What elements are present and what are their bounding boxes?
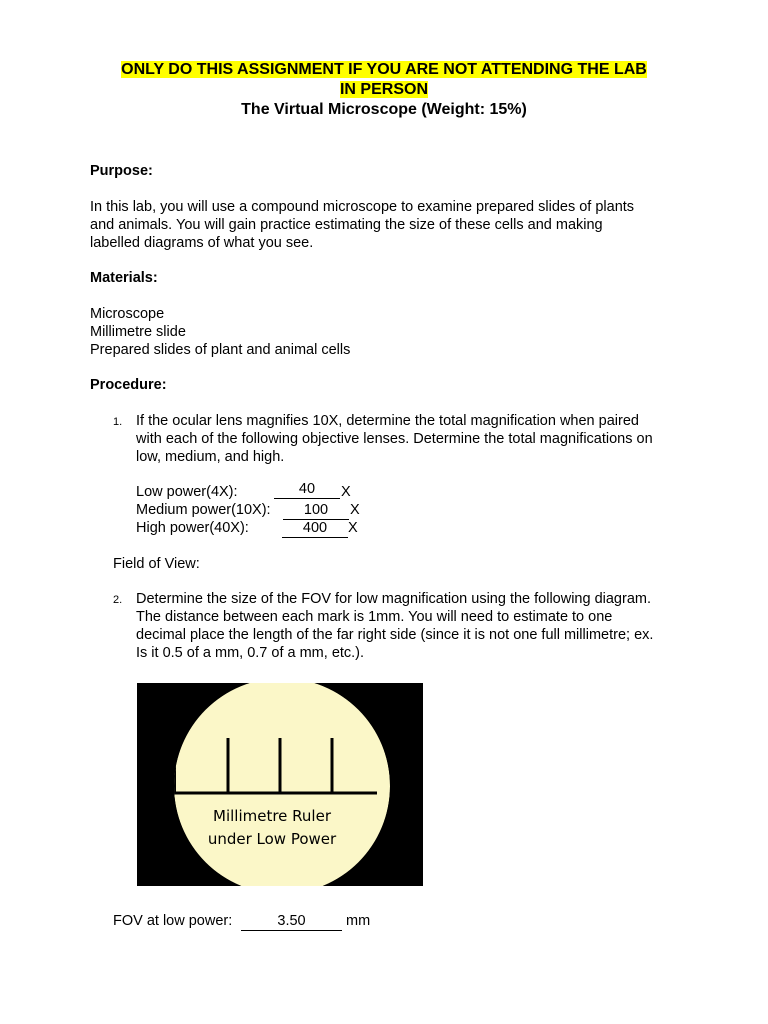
low-power-answer: 40 xyxy=(274,481,340,499)
fov-answer-value: 3.50 xyxy=(241,913,342,931)
purpose-line-2: and animals. You will gain practice estimating the size of these cells and making xyxy=(90,217,603,233)
step-1-line-2: with each of the following objective lenses. Determine the total magnifications on xyxy=(136,431,653,447)
step-2-line-3: decimal place the length of the far right side (since it is not one full millimetre; ex. xyxy=(136,627,654,643)
step-1-number: 1. xyxy=(113,416,123,428)
high-power-unit: X xyxy=(348,520,358,536)
fov-answer-label: FOV at low power: xyxy=(113,913,233,929)
figure-caption-2: under Low Power xyxy=(207,830,337,848)
purpose-line-1: In this lab, you will use a compound microscope to examine prepared slides of plants xyxy=(90,199,635,215)
purpose-line-3: labelled diagrams of what you see. xyxy=(90,235,314,251)
step-2-line-2: The distance between each mark is 1mm. You will need to estimate to one xyxy=(136,609,613,625)
low-power-label: Low power(4X): xyxy=(136,484,238,500)
step-1-line-3: low, medium, and high. xyxy=(136,449,285,465)
materials-heading: Materials: xyxy=(90,270,158,286)
figure-caption-1: Millimetre Ruler xyxy=(213,807,331,825)
step-1-line-1: If the ocular lens magnifies 10X, determine the total magnification when paired xyxy=(136,413,639,429)
medium-power-label: Medium power(10X): xyxy=(136,502,271,518)
field-of-view-circle xyxy=(174,683,390,886)
step-2-number: 2. xyxy=(113,594,123,606)
fov-answer-unit: mm xyxy=(346,913,371,929)
microscope-fov-figure xyxy=(137,683,423,886)
materials-item-1: Microscope xyxy=(90,306,165,322)
procedure-heading: Procedure: xyxy=(90,377,167,393)
high-power-answer: 400 xyxy=(282,520,348,538)
materials-item-3: Prepared slides of plant and animal cells xyxy=(90,342,351,358)
fov-diagram xyxy=(137,683,423,886)
document-title: The Virtual Microscope (Weight: 15%) xyxy=(241,101,527,118)
low-power-unit: X xyxy=(341,484,351,500)
warning-banner-line1 xyxy=(0,60,768,80)
materials-item-2: Millimetre slide xyxy=(90,324,186,340)
warning-banner-line2 xyxy=(0,80,768,100)
medium-power-answer: 100 xyxy=(283,502,349,520)
warning-text-1: ONLY DO THIS ASSIGNMENT IF YOU ARE NOT ATTENDING THE LAB xyxy=(121,61,647,78)
step-2-line-1: Determine the size of the FOV for low magnification using the following diagram. xyxy=(136,591,651,607)
medium-power-unit: X xyxy=(350,502,360,518)
warning-text-2: IN PERSON xyxy=(339,81,428,98)
step-2-line-4: Is it 0.5 of a mm, 0.7 of a mm, etc.). xyxy=(136,645,365,661)
purpose-heading: Purpose: xyxy=(90,163,153,179)
fov-heading: Field of View: xyxy=(113,556,200,572)
high-power-label: High power(40X): xyxy=(136,520,249,536)
